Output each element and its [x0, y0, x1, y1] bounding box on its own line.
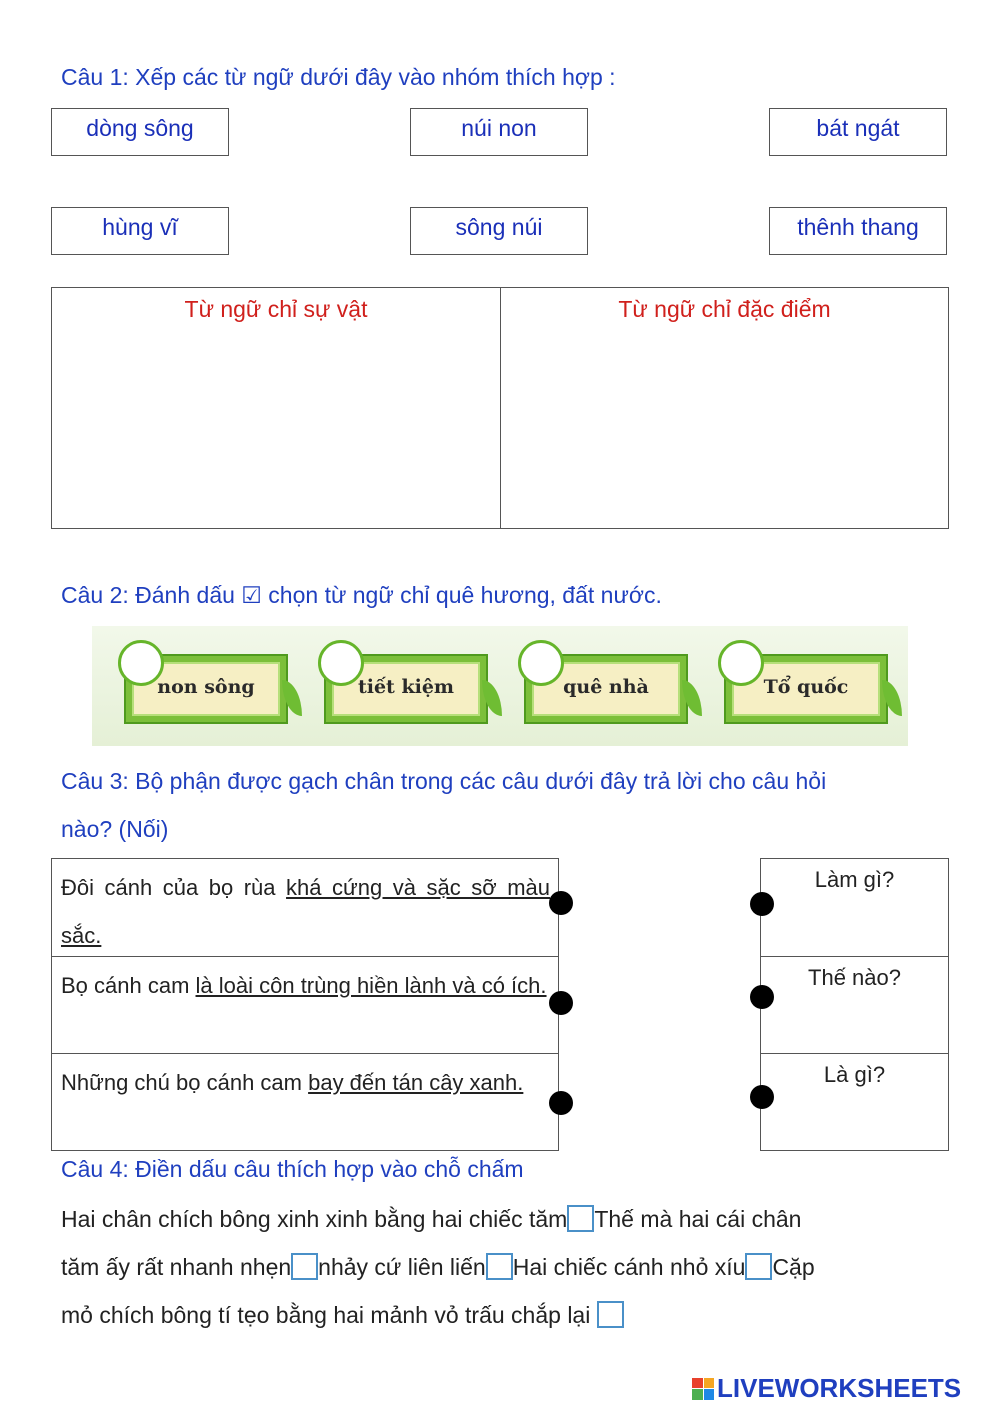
punctuation-blank-2[interactable] — [291, 1253, 318, 1280]
answer-label: Thế nào? — [808, 965, 901, 990]
match-dot-left-1[interactable] — [549, 891, 573, 915]
match-sentences-table — [51, 858, 559, 1151]
match-dot-left-3[interactable] — [549, 1091, 573, 1115]
sentence-underlined: bay đến tán cây xanh. — [308, 1070, 524, 1095]
bamboo-leaf-icon — [882, 680, 902, 716]
match-answers-table — [760, 858, 949, 1151]
answer-label: Là gì? — [823, 1062, 886, 1087]
text-segment: Thế mà hai cái chân — [594, 1206, 802, 1232]
sentence-plain: Những chú bọ cánh cam — [61, 1070, 309, 1095]
option-card-que-nha — [526, 656, 686, 722]
drop-zone-traits[interactable] — [501, 288, 948, 528]
bamboo-options-strip — [92, 626, 908, 746]
match-dot-right-3[interactable] — [750, 1085, 774, 1109]
liveworksheets-logo-icon — [692, 1378, 714, 1400]
option-checkbox-to-quoc[interactable] — [718, 640, 764, 686]
option-card-to-quoc — [726, 656, 886, 722]
q1-title: Câu 1: Xếp các từ ngữ dưới đây vào nhóm thích hợp : — [61, 64, 616, 90]
match-dot-left-2[interactable] — [549, 991, 573, 1015]
bamboo-leaf-icon — [682, 680, 702, 716]
logo-text: LIVEWORKSHEETS — [717, 1373, 962, 1403]
option-checkbox-tiet-kiem[interactable] — [318, 640, 364, 686]
text-segment: nhảy cứ liên liến — [318, 1254, 486, 1280]
sentence-row — [52, 859, 558, 956]
word-card-hung-vi[interactable]: hùng vĩ — [51, 207, 229, 255]
option-label: tiết kiệm — [357, 676, 455, 698]
paragraph-line-3 — [61, 1300, 624, 1330]
bamboo-leaf-icon — [282, 680, 302, 716]
match-dot-right-2[interactable] — [750, 985, 774, 1009]
column-header-traits: Từ ngữ chỉ đặc điểm — [618, 296, 831, 322]
paragraph-line-1 — [61, 1204, 801, 1234]
drop-zone-things[interactable] — [52, 288, 501, 528]
column-header-things: Từ ngữ chỉ sự vật — [184, 296, 368, 322]
text-segment: mỏ chích bông tí tẹo bằng hai mảnh vỏ trấu chắp lại — [61, 1302, 591, 1328]
option-label: quê nhà — [563, 676, 649, 698]
punctuation-blank-5[interactable] — [597, 1301, 624, 1328]
q3-title-line1: Câu 3: Bộ phận được gạch chân trong các câu dưới đây trả lời cho câu hỏi — [61, 768, 827, 794]
word-card-dong-song[interactable]: dòng sông — [51, 108, 229, 156]
bamboo-leaf-icon — [482, 680, 502, 716]
paragraph-line-2 — [61, 1252, 815, 1282]
answer-row — [761, 859, 948, 956]
option-checkbox-que-nha[interactable] — [518, 640, 564, 686]
sentence-plain: Đôi cánh của bọ rùa — [61, 875, 287, 900]
word-card-song-nui[interactable]: sông núi — [410, 207, 588, 255]
text-segment: Hai chiếc cánh nhỏ xíu — [512, 1254, 746, 1280]
option-card-non-song — [126, 656, 286, 722]
liveworksheets-logo — [692, 1373, 961, 1404]
punctuation-blank-3[interactable] — [486, 1253, 513, 1280]
word-card-thenh-thang[interactable]: thênh thang — [769, 207, 947, 255]
sentence-row — [52, 1053, 558, 1150]
sentence-plain: Bọ cánh cam — [61, 973, 196, 998]
option-label: non sông — [157, 676, 255, 698]
text-segment: Cặp — [772, 1254, 815, 1280]
answer-row — [761, 1053, 948, 1150]
q4-title: Câu 4: Điền dấu câu thích hợp vào chỗ chấm — [61, 1156, 524, 1182]
sentence-underlined: khá cứng và sặc sỡ màu sắc. — [61, 875, 550, 948]
punctuation-blank-4[interactable] — [745, 1253, 772, 1280]
option-card-tiet-kiem — [326, 656, 486, 722]
word-card-nui-non[interactable]: núi non — [410, 108, 588, 156]
word-card-bat-ngat[interactable]: bát ngát — [769, 108, 947, 156]
q2-title: Câu 2: Đánh dấu ☑ chọn từ ngữ chỉ quê hương, đất nước. — [61, 582, 662, 608]
q3-title-line2: nào? (Nối) — [61, 816, 169, 842]
text-segment: Hai chân chích bông xinh xinh bằng hai chiếc tăm — [61, 1206, 568, 1232]
option-label: Tổ quốc — [763, 676, 849, 698]
answer-row — [761, 956, 948, 1053]
text-segment: tăm ấy rất nhanh nhẹn — [61, 1254, 292, 1280]
option-checkbox-non-song[interactable] — [118, 640, 164, 686]
sort-table — [51, 287, 949, 529]
punctuation-blank-1[interactable] — [567, 1205, 594, 1232]
sentence-row — [52, 956, 558, 1053]
sentence-underlined: là loài côn trùng hiền lành và có ích. — [195, 973, 547, 998]
match-dot-right-1[interactable] — [750, 892, 774, 916]
answer-label: Làm gì? — [814, 867, 895, 892]
